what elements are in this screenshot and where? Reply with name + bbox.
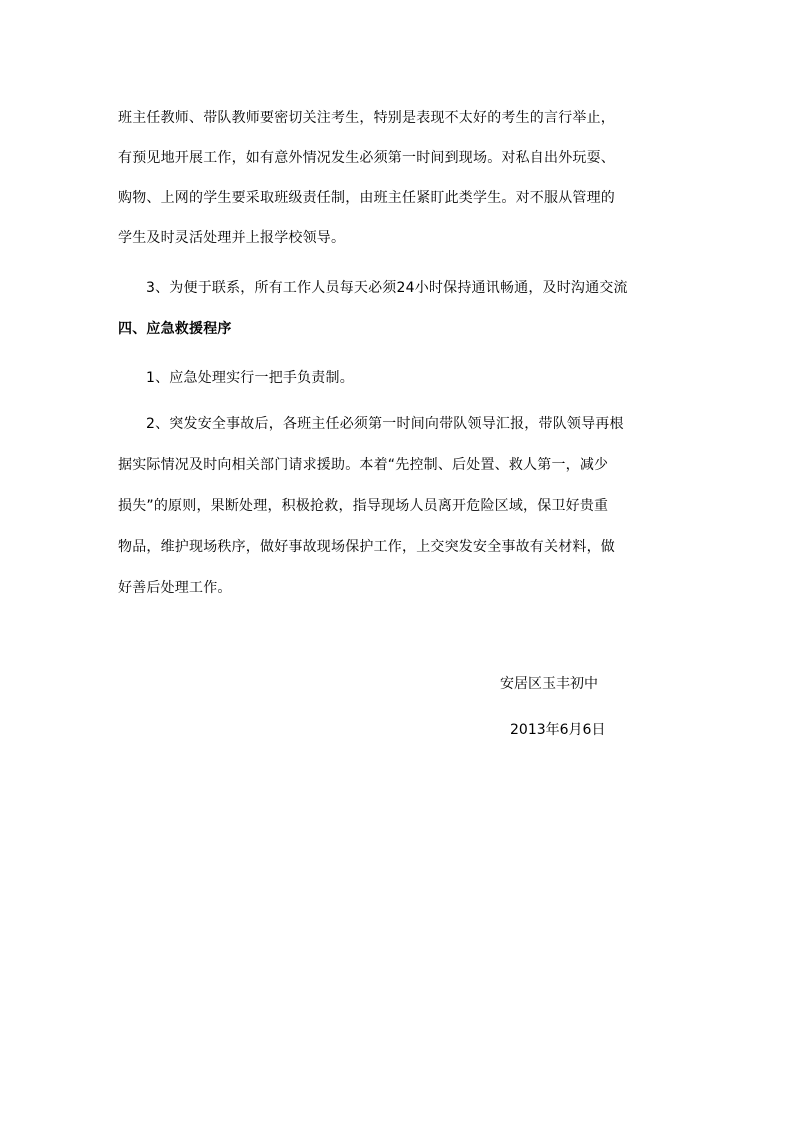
paragraph-line: 2、突发安全事故后，各班主任必须第一时间向带队领导汇报，带队领导再根 — [146, 416, 624, 432]
section-heading: 四、应急救援程序 — [118, 321, 232, 337]
paragraph-line: 好善后处理工作。 — [118, 580, 232, 596]
paragraph-line: 有预见地开展工作，如有意外情况发生必须第一时间到现场。对私自出外玩耍、 — [118, 150, 615, 166]
list-item-1: 1、应急处理实行一把手负责制。 — [146, 370, 354, 386]
paragraph-line: 据实际情况及时向相关部门请求援助。本着“先控制、后处置、救人第一，减少 — [118, 457, 609, 473]
paragraph-line: 购物、上网的学生要采取班级责任制，由班主任紧盯此类学生。对不服从管理的 — [118, 190, 615, 206]
paragraph-line: 学生及时灵活处理并上报学校领导。 — [118, 230, 346, 246]
paragraph-line: 损失”的原则，果断处理，积极抢救，指导现场人员离开危险区域，保卫好贵重 — [118, 498, 609, 514]
signature-date: 2013年6月6日 — [510, 722, 606, 738]
list-item-3: 3、为便于联系，所有工作人员每天必须24小时保持通讯畅通，及时沟通交流 — [146, 280, 628, 296]
paragraph-line: 物品，维护现场秩序，做好事故现场保护工作，上交突发安全事故有关材料，做 — [118, 539, 615, 555]
paragraph-line: 班主任教师、带队教师要密切关注考生，特别是表现不太好的考生的言行举止， — [118, 110, 615, 126]
signature-organization: 安居区玉丰初中 — [500, 676, 598, 692]
